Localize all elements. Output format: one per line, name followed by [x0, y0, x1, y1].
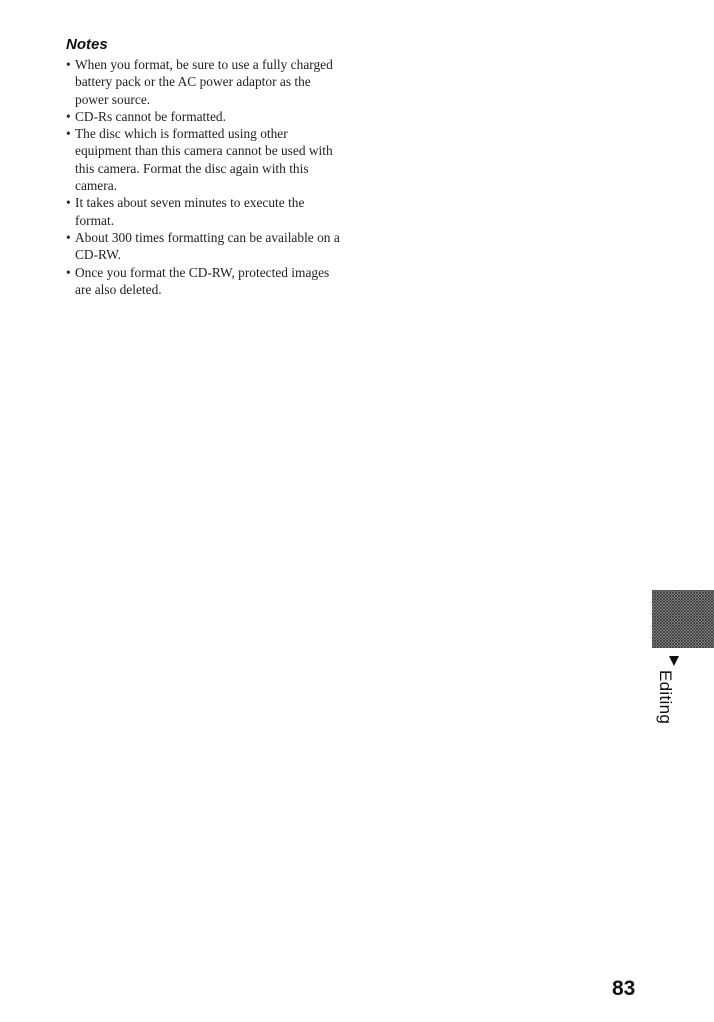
note-text: It takes about seven minutes to execute the format.	[75, 195, 305, 228]
note-text: Once you format the CD-RW, protected images are also deleted.	[75, 264, 330, 297]
list-item	[66, 56, 346, 108]
section-label: Editing	[656, 670, 675, 725]
bullet: •	[66, 126, 71, 142]
bullet: •	[66, 195, 71, 211]
note-text: When you format, be sure to use a fully charged battery pack or the AC power adaptor as the power source.	[75, 57, 333, 107]
page-number: 83	[612, 977, 636, 1000]
list-item	[66, 125, 346, 194]
bullet: •	[66, 229, 71, 245]
triangle-down-icon	[668, 655, 680, 667]
list-item	[66, 194, 346, 229]
bullet: •	[66, 264, 71, 280]
section-tab-marker	[652, 590, 714, 648]
bullet: •	[66, 57, 71, 72]
bullet: •	[66, 108, 71, 124]
list-item	[66, 264, 346, 299]
note-text: About 300 times formatting can be available on a CD-RW.	[75, 229, 340, 263]
list-item	[66, 108, 346, 125]
list-item	[66, 229, 346, 264]
notes-heading: Notes	[66, 36, 108, 53]
note-text: CD-Rs cannot be formatted.	[75, 108, 226, 124]
notes-list	[66, 56, 346, 298]
notes-section	[66, 36, 346, 298]
note-text: The disc which is formatted using other equipment than this camera cannot be used with this camera. Format the disc again with this camera.	[75, 126, 333, 194]
